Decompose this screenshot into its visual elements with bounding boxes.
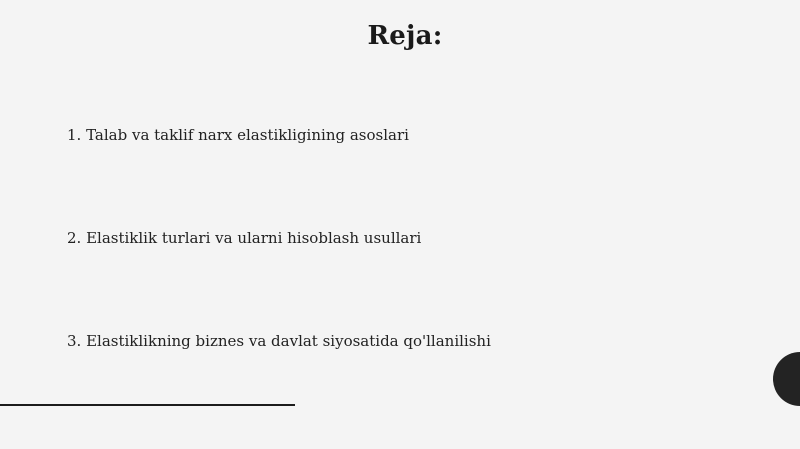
navigation-circle-button[interactable]	[773, 352, 800, 406]
plan-item-1: 1. Talab va taklif narx elastikligining asoslari	[67, 126, 409, 144]
slide-title: Reja:	[367, 21, 443, 51]
plan-item-2: 2. Elastiklik turlari va ularni hisoblash usullari	[67, 229, 422, 247]
decorative-divider-line	[0, 404, 295, 406]
plan-item-3: 3. Elastiklikning biznes va davlat siyosatida qo'llanilishi	[67, 332, 491, 350]
